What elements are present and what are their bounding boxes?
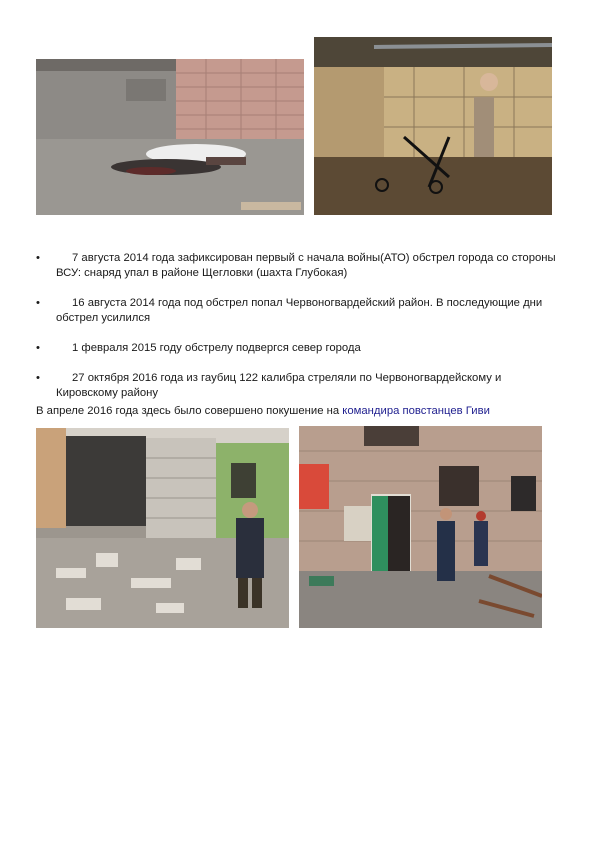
event-text: 16 августа 2014 года под обстрел попал Червоногвардейский район. В последующие дни обстрел усилился [56, 297, 543, 324]
list-item [36, 371, 556, 401]
paragraph-text: В апреле 2016 года здесь было совершено покушение на [36, 405, 343, 417]
event-text: 1 февраля 2015 году обстрелу подвергся север города [72, 342, 361, 354]
list-item [36, 341, 556, 356]
bullet-marker: • [36, 297, 40, 309]
assassination-paragraph [36, 404, 490, 419]
photo-street-shelling [36, 59, 304, 215]
event-text: 7 августа 2014 года зафиксирован первый с начала войны(АТО) обстрел города со стороны ВСУ: снаряд упал в районе Щегловки (шахта Глубокая) [56, 252, 556, 279]
events-list [36, 251, 556, 401]
event-text: 27 октября 2016 года из гаубиц 122 калибра стреляли по Червоногвардейскому и Кировскому району [56, 372, 502, 399]
bullet-marker: • [36, 372, 40, 384]
list-item [36, 251, 556, 281]
givi-link[interactable]: командира повстанцев Гиви [342, 405, 490, 417]
photo-damaged-entrance [299, 426, 542, 628]
bullet-marker: • [36, 342, 40, 354]
list-item [36, 296, 556, 326]
photo-basement-shelter [314, 37, 552, 215]
bullet-marker: • [36, 252, 40, 264]
photo-destroyed-building [36, 428, 289, 628]
